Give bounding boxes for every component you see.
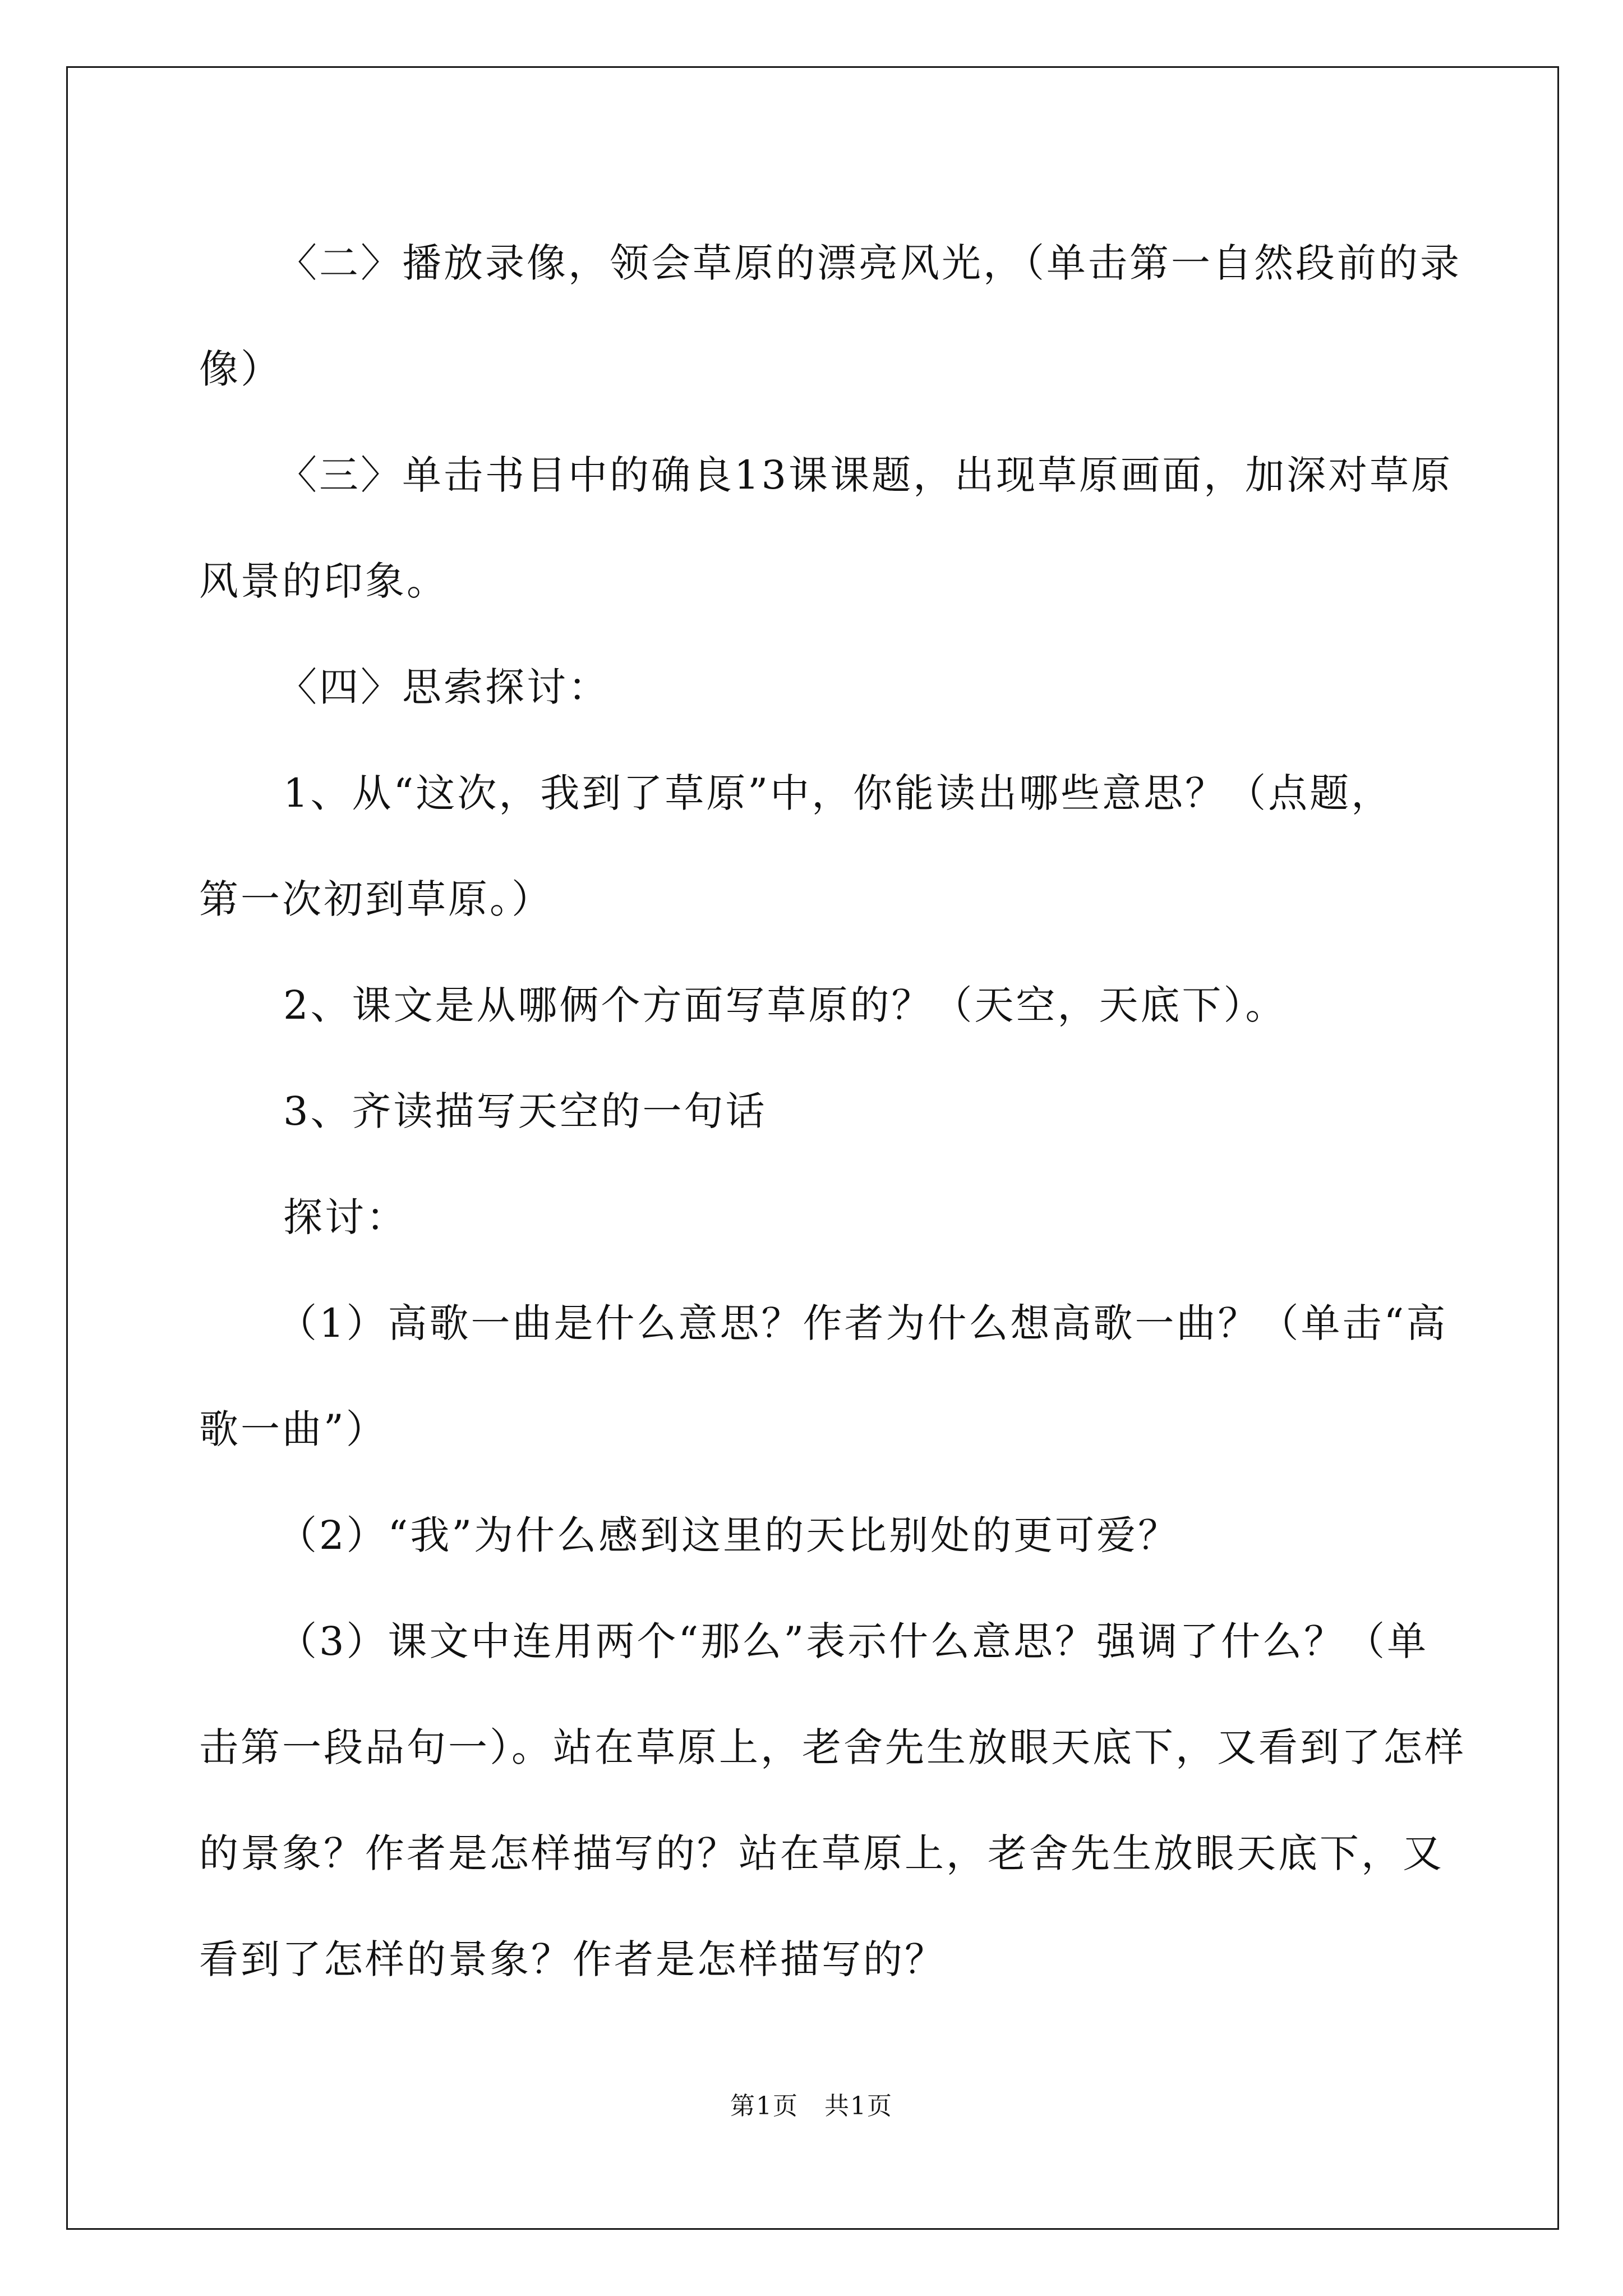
paragraph-line: 探讨： — [283, 1194, 408, 1240]
paragraph-line: 看到了怎样的景象？作者是怎样描写的？ — [199, 1936, 946, 1982]
paragraph-line: 〈四〉思索探讨： — [278, 664, 610, 710]
paragraph-line: 击第一段品句一）。站在草原上，老舍先生放眼天底下，又看到了怎样 — [199, 1724, 1466, 1770]
paragraph-line: 1、从“这次，我到了草原”中，你能读出哪些意思？（点题， — [283, 770, 1393, 816]
paragraph-line: 歌一曲”） — [199, 1406, 388, 1452]
paragraph-line: （3）课文中连用两个“那么”表示什么意思？强调了什么？（单 — [278, 1618, 1429, 1664]
document-body — [199, 210, 1466, 2013]
paragraph-line: （2）“我”为什么感到这里的天比别处的更可爱？ — [278, 1512, 1180, 1558]
paragraph-line: 风景的印象。 — [199, 558, 448, 604]
paragraph-line: 像） — [199, 346, 282, 392]
paragraph-line: 3、齐读描写天空的一句话 — [283, 1088, 767, 1134]
page-number-footer: 第1页 共1页 — [730, 2092, 893, 2120]
paragraph-line: （1）高歌一曲是什么意思？作者为什么想高歌一曲？（单击“高 — [278, 1300, 1448, 1346]
paragraph-line: 的景象？作者是怎样描写的？站在草原上，老舍先生放眼天底下，又 — [199, 1830, 1444, 1876]
paragraph-line: 〈三〉单击书目中的确良13课课题，出现草原画面，加深对草原 — [278, 452, 1453, 498]
paragraph-line: 2、课文是从哪俩个方面写草原的？（天空，天底下）。 — [283, 982, 1287, 1028]
paragraph-line: 第一次初到草原。） — [199, 876, 553, 922]
paragraph-line: 〈二〉播放录像，领会草原的漂亮风光，（单击第一自然段前的录 — [278, 240, 1461, 286]
